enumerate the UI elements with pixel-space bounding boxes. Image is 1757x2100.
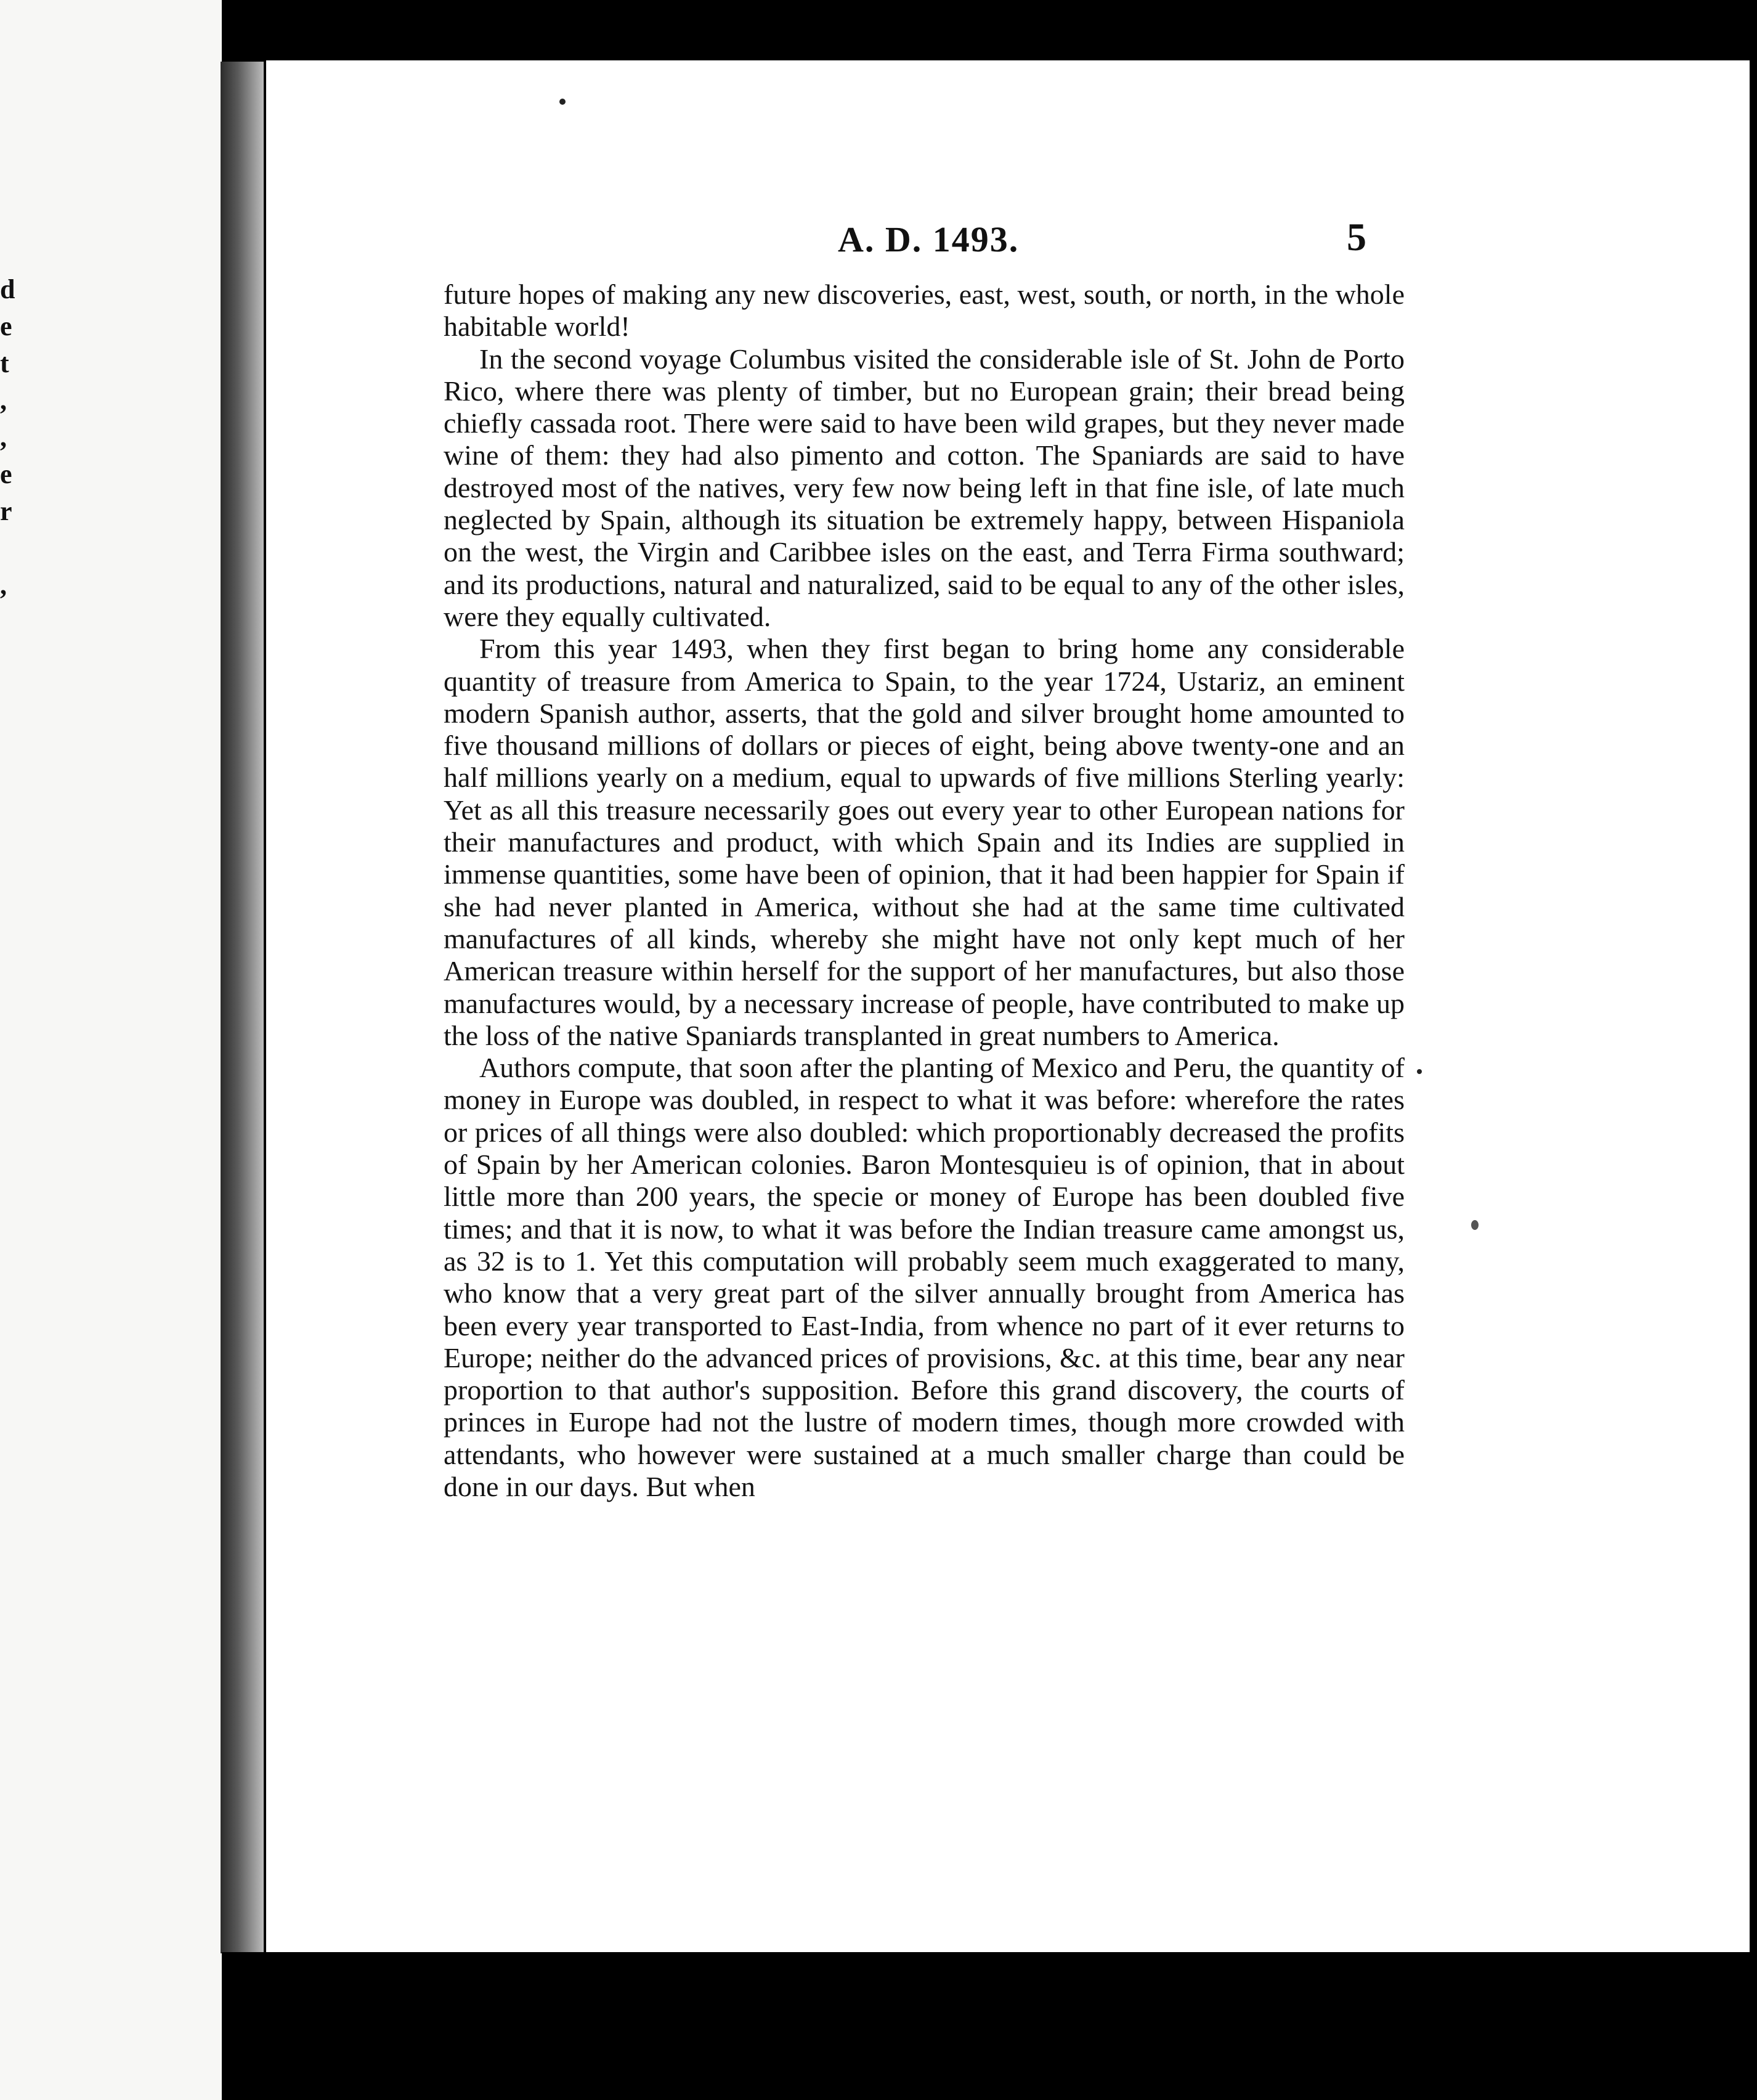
specks-mark [1471, 1220, 1479, 1230]
edge-char [0, 530, 15, 567]
edge-char: d [0, 274, 15, 304]
edge-char [0, 604, 15, 641]
edge-char: r [0, 496, 12, 526]
page-shadow [221, 62, 264, 1953]
paragraph: From this year 1493, when they first began to bring home any considerable quantity of treasure from America to Spain, to the year 1724, Ustariz, an eminent modern Spanish author, asserts, that the gold and silver brought home amounted to five thousand millions of dollars or pieces of eight, being above twenty-one and an half millions yearly on a medium, equal to upwards of five millions Sterling yearly: Yet as all this treasure necessarily goes out every year to other European nations for their manufactures and product, with which Spain and its Indies are supplied in immense quantities, some have been of opinion, that it had been happier for Spain if she had never planted in America, without she had at the same time cultivated manufactures of all kinds, whereby she might have not only kept much of her American treasure within herself for the support of her manufactures, but also those manufactures would, by a necessary increase of people, have contributed to make up the loss of the native Spaniards transplanted in great numbers to America. [444, 633, 1405, 1051]
edge-char: t [0, 348, 9, 378]
page-number: 5 [1347, 215, 1366, 259]
body-text [444, 279, 1405, 1503]
running-title: A. D. 1493. [838, 219, 1020, 259]
left-page-edge-text [0, 271, 15, 641]
specks-mark [1417, 1069, 1422, 1074]
paragraph: future hopes of making any new discoveries, east, west, south, or north, in the whole habitable world! [444, 279, 1405, 343]
edge-char: e [0, 311, 12, 341]
edge-char: , [0, 385, 7, 415]
left-page [0, 0, 222, 2100]
edge-char: e [0, 459, 12, 489]
edge-char: , [0, 570, 7, 600]
paragraph: In the second voyage Columbus visited the considerable isle of St. John de Porto Rico, where there was plenty of timber, but no European grain; their bread being chiefly cassada root. There were said to have been wild grapes, but they never made wine of them: they had also pimento and cotton. The Spaniards are said to have destroyed most of the natives, very few now being left in that fine isle, of late much neglected by Spain, although its situation be extremely happy, between Hispaniola on the west, the Virgin and Caribbee isles on the east, and Terra Firma southward; and its productions, natural and naturalized, said to be equal to any of the other isles, were they equally cultivated. [444, 343, 1405, 632]
specks-mark [559, 99, 566, 105]
edge-char: , [0, 422, 7, 452]
scan-background [222, 1952, 1757, 2100]
paragraph: Authors compute, that soon after the planting of Mexico and Peru, the quantity of money in Europe was doubled, in respect to what it was before: wherefore the rates or prices of all things were also doubled: which proportionably decreased the profits of Spain by her American colonies. Baron Montesquieu is of opinion, that in about little more than 200 years, the specie or money of Europe has been doubled five times; and that it is now, to what it was before the Indian treasure came amongst us, as 32 is to 1. Yet this computation will probably seem much exaggerated to many, who know that a very great part of the silver annually brought from America has been every year transported to East-India, from whence no part of it ever returns to Europe; neither do the advanced prices of provisions, &c. at this time, bear any near proportion to that author's supposition. Before this grand discovery, the courts of princes in Europe had not the lustre of modern times, though more crowded with attendants, who however were sustained at a much smaller charge than could be done in our days. But when [444, 1052, 1405, 1502]
